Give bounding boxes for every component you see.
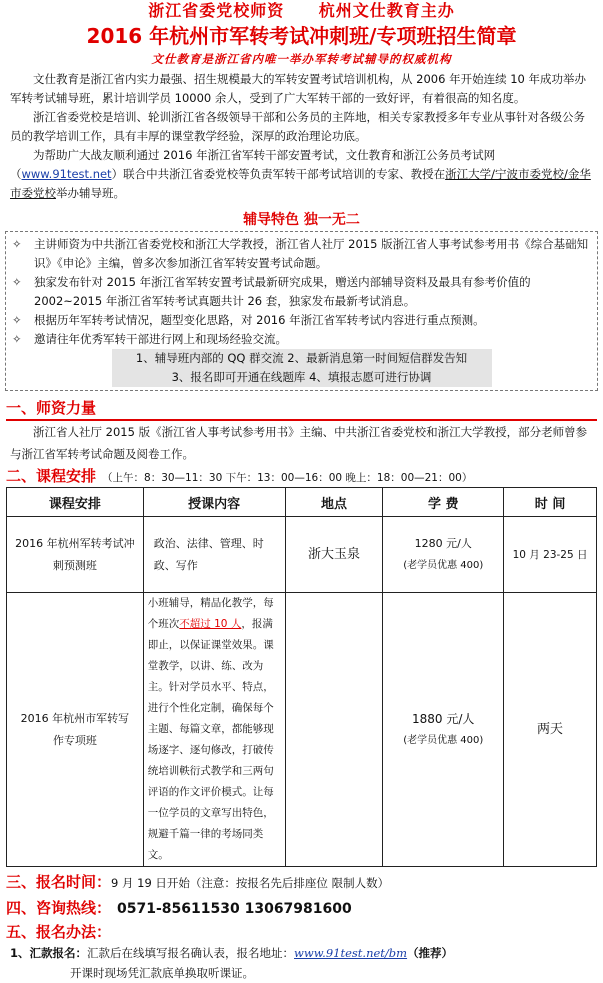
hotline-heading: 四、咨询热线： xyxy=(6,899,112,917)
page-title: 2016 年杭州市军转考试冲刺班/专项班招生简章 xyxy=(86,24,517,48)
register-link[interactable]: www.91test.net/bm xyxy=(294,946,408,960)
diamond-bullet-icon: ✧ xyxy=(12,313,22,327)
website-link[interactable]: www.91test.net xyxy=(21,167,112,181)
class-size-limit: 不超过 10 人 xyxy=(179,618,242,630)
course-fee xyxy=(383,517,504,593)
registration-row xyxy=(0,869,603,895)
faculty-heading: 一、师资力量 xyxy=(6,399,97,417)
fee-note: (老学员优惠 400) xyxy=(403,734,484,746)
fee-amount: 1280 元/人 xyxy=(414,536,472,550)
schedule-heading: 二、课程安排 xyxy=(6,467,97,485)
table-row xyxy=(7,517,597,593)
feature-note-1: 1、辅导班内部的 QQ 群交流 2、最新消息第一时间短信群发告知 xyxy=(112,349,492,368)
col-location: 地点 xyxy=(285,488,383,517)
feature-item xyxy=(12,330,591,349)
registration-text: 9 月 19 日开始（注意：按报名先后排座位 限制人数） xyxy=(111,876,390,890)
feature-item xyxy=(12,311,591,330)
col-course: 课程安排 xyxy=(7,488,144,517)
diamond-bullet-icon: ✧ xyxy=(12,275,22,289)
banner-right: 杭州文仕教育主办 xyxy=(318,1,455,20)
page-subtitle: 文仕教育是浙江省内唯一举办军转考试辅导的权威机构 xyxy=(151,52,452,66)
course-time: 10 月 23-25 日 xyxy=(504,517,597,593)
registration-heading: 三、报名时间： xyxy=(6,873,112,891)
feature-text: 独家发布针对 2015 年浙江省军转安置考试最新研究成果，赠送内部辅导资料及最具有参考价值的 2002~2015 年浙江省军转考试真题共计 26 套，独家发布最新考试消息。 xyxy=(34,275,531,308)
diamond-bullet-icon: ✧ xyxy=(12,332,22,346)
feature-text: 主讲师资为中共浙江省委党校和浙江大学教授，浙江省人社厅 2015 版浙江省人事考试参考用书《综合基础知识》《申论》主编，曾多次参加浙江省军转安置考试命题。 xyxy=(34,237,589,270)
intro-paragraph-3 xyxy=(10,146,593,203)
faculty-text: 浙江省人社厅 2015 版《浙江省人事考试参考用书》主编、中共浙江省委党校和浙江大学教授，部分老师曾参与浙江省军转考试命题及阅卷工作。 xyxy=(10,425,588,461)
course-content: 政治、法律、管理、时政、写作 xyxy=(143,517,285,593)
intro-paragraph-1: 文仕教育是浙江省内实力最强、招生规模最大的军转安置考试培训机构，从 2006 年开始连续 10 年成功举办军转考试辅导班，累计培训学员 10000 余人，受到了广大军转干部的一致好评，有着很高的知名度。 xyxy=(10,72,587,105)
feature-text: 根据历年军转考试情况，题型变化思路，对 2016 年浙江省军转考试内容进行重点预测。 xyxy=(34,313,485,327)
method-label: 1、汇款报名： xyxy=(10,946,88,960)
features-box xyxy=(5,231,598,391)
content-b: ，报满即止，以保证课堂效果。课堂教学，以讲、练、改为主。针对学员水平、特点，进行个性化定制，确保每个主题、每篇文章，都能够现场逐字、逐句修改，打破传统培训軼衍式教学和三两句评语的作文评价模式。让每一位学员的文章写出特色，规避千篇一律的考场同类文。 xyxy=(147,618,274,861)
course-location xyxy=(285,593,383,867)
banner-left: 浙江省委党校师资 xyxy=(148,1,285,20)
col-content: 授课内容 xyxy=(143,488,285,517)
method-line-1 xyxy=(10,943,603,963)
intro-paragraph-2: 浙江省委党校是培训、轮训浙江省各级领导干部和公务员的主阵地，相关专家教授多年专业从事针对各级公务员的教学培训工作，具有丰厚的课堂教学经验，深厚的政治理论功底。 xyxy=(10,110,585,143)
feature-text: 邀请往年优秀军转干部进行网上和现场经验交流。 xyxy=(34,332,287,346)
feature-item xyxy=(12,235,591,273)
content-a: 小班辅导，精品化教学，每个班次 xyxy=(147,597,274,630)
method-line-2: 开课时现场凭汇款底单换取听课证。 xyxy=(70,966,254,980)
intro xyxy=(0,68,603,203)
method-text-a: 汇款后在线填写报名确认表，报名地址： xyxy=(87,946,295,960)
table-header-row xyxy=(7,488,597,517)
top-banner xyxy=(0,0,603,22)
method-text-b: （推荐） xyxy=(407,946,454,960)
course-name: 2016 年杭州军转考试冲刺预测班 xyxy=(7,517,144,593)
hotline-phone: 0571-85611530 13067981600 xyxy=(117,901,352,917)
schedule-heading-row xyxy=(0,465,603,487)
feature-item xyxy=(12,273,591,311)
fee-note: (老学员优惠 400) xyxy=(403,559,484,571)
method-item xyxy=(0,943,603,983)
col-time: 时 间 xyxy=(504,488,597,517)
course-fee xyxy=(383,593,504,867)
features-title: 辅导特色 独一无二 xyxy=(243,212,360,228)
schedule-table xyxy=(6,487,597,867)
feature-note-2: 3、报名即可开通在线题库 4、填报志愿可进行协调 xyxy=(112,368,492,387)
intro-p3-c: 举办辅导班。 xyxy=(56,186,125,200)
schedule-time-note: （上午：8：30—11：30 下午：13：00—16：00 晚上：18：00—21：00） xyxy=(102,472,473,484)
intro-p3-b: ）联合中共浙江省委党校等负责军转干部考试培训的专家、教授在 xyxy=(111,167,446,181)
venue-list: 浙江大学/宁波市委党校/金华市委党校 xyxy=(10,167,591,200)
method-heading: 五、报名办法： xyxy=(6,923,112,941)
col-fee: 学 费 xyxy=(383,488,504,517)
course-content xyxy=(143,593,285,867)
intro-p3-a: 为帮助广大战友顺利通过 2016 年浙江省军转干部安置考试，文仕教育和浙江公务员考试网（ xyxy=(10,148,496,181)
course-time: 两天 xyxy=(504,593,597,867)
table-row xyxy=(7,593,597,867)
course-location: 浙大玉泉 xyxy=(285,517,383,593)
fee-amount: 1880 元/人 xyxy=(412,711,475,726)
course-name: 2016 年杭州市军转写作专项班 xyxy=(7,593,144,867)
diamond-bullet-icon: ✧ xyxy=(12,237,22,251)
hotline-row xyxy=(0,895,603,921)
